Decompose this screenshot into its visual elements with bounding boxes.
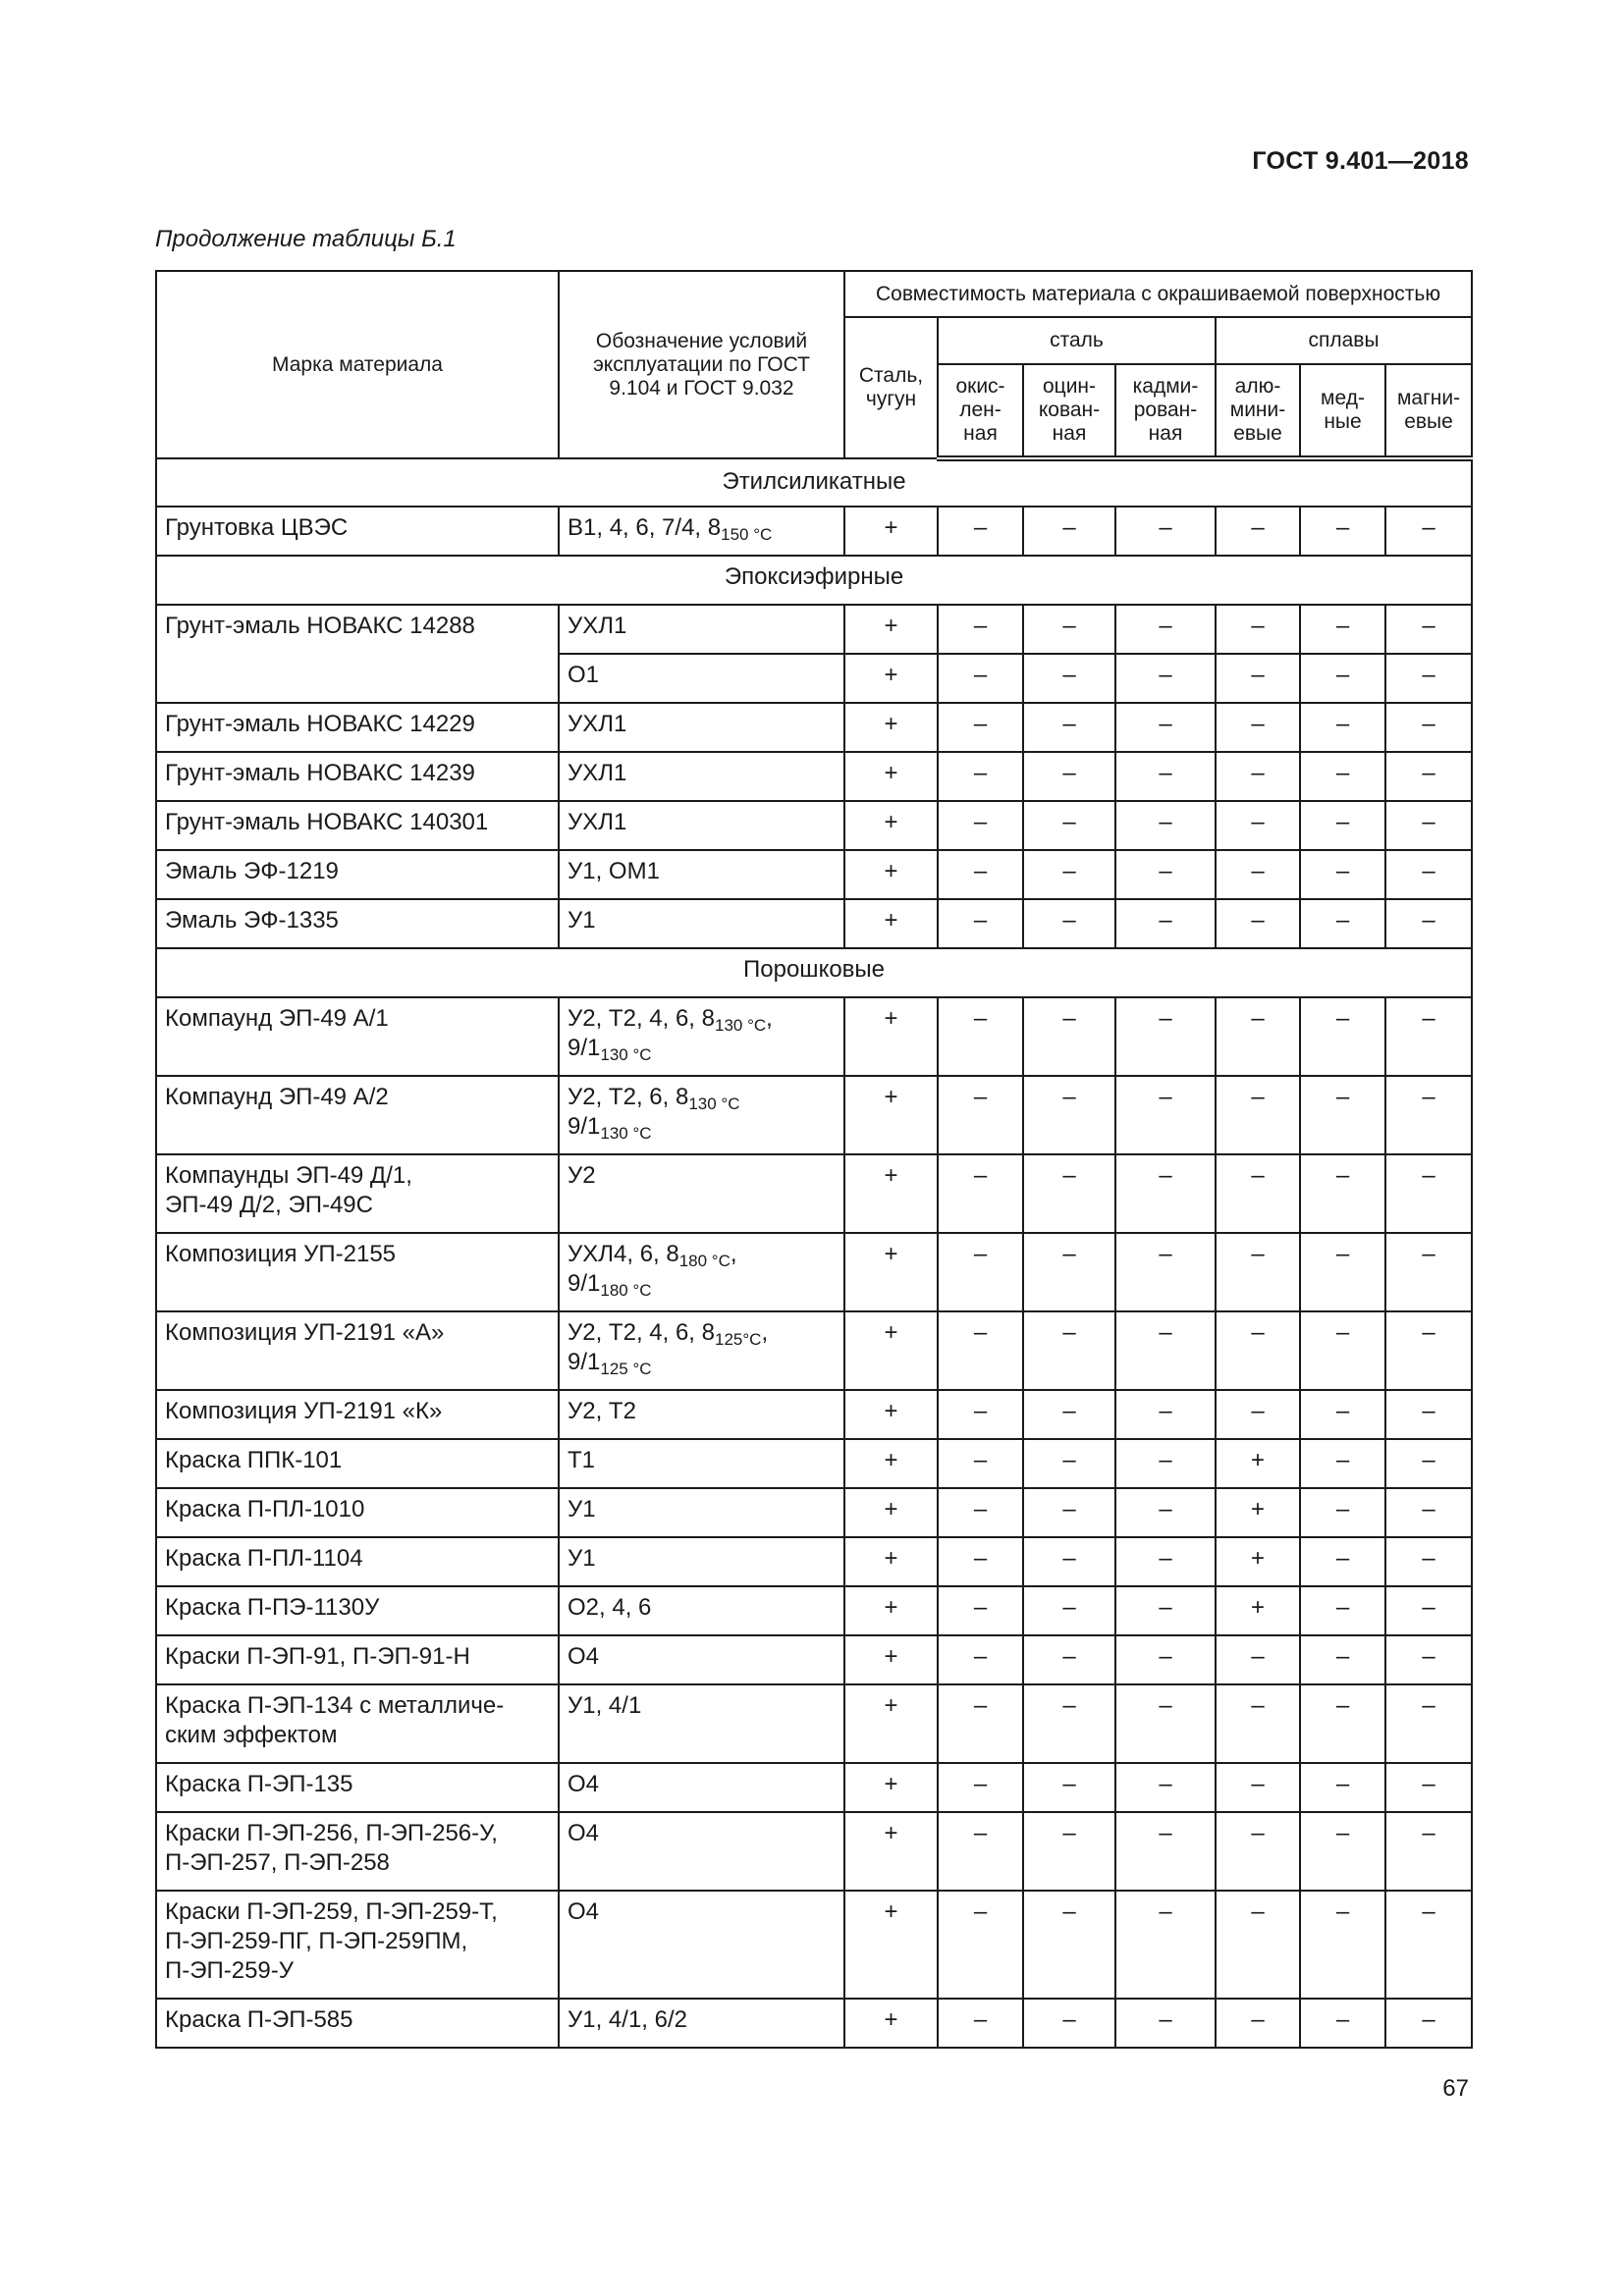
mark-cell: – — [938, 605, 1023, 654]
mark-cell: – — [938, 752, 1023, 801]
mark-cell: – — [1023, 1891, 1115, 1999]
header-cadmium: кадми-рован-ная — [1115, 364, 1216, 458]
mark-cell: – — [1300, 1076, 1385, 1154]
mark-cell: – — [1300, 997, 1385, 1076]
mark-cell: – — [938, 1390, 1023, 1439]
mark-cell: + — [844, 1439, 938, 1488]
mark-cell: – — [1385, 899, 1472, 948]
mark-cell: – — [1115, 507, 1216, 556]
mark-cell: – — [938, 507, 1023, 556]
mark-cell: – — [1300, 1635, 1385, 1684]
mark-cell: – — [1385, 997, 1472, 1076]
mark-cell: – — [1115, 1390, 1216, 1439]
header-alloys: сплавы — [1216, 317, 1472, 364]
conditions-cell: О1 — [559, 654, 844, 703]
mark-cell: – — [1385, 1684, 1472, 1763]
material-name: Краски П-ЭП-256, П-ЭП-256-У, П-ЭП-257, П-ЭП-258 — [156, 1812, 559, 1891]
mark-cell: – — [1115, 899, 1216, 948]
section-row — [156, 556, 1472, 605]
mark-cell: – — [1216, 1684, 1300, 1763]
header-conditions: Обозначение условий эксплуатации по ГОСТ 9.104 и ГОСТ 9.032 — [559, 271, 844, 458]
mark-cell: – — [1115, 752, 1216, 801]
mark-cell: + — [844, 1233, 938, 1311]
mark-cell: – — [1385, 1311, 1472, 1390]
material-name: Эмаль ЭФ-1335 — [156, 899, 559, 948]
mark-cell: – — [1115, 1488, 1216, 1537]
header-oxidized: окис-лен-ная — [938, 364, 1023, 458]
mark-cell: – — [1115, 1999, 1216, 2048]
conditions-cell: О4 — [559, 1635, 844, 1684]
material-name: Краски П-ЭП-259, П-ЭП-259-Т, П-ЭП-259-ПГ, П-ЭП-259ПМ, П-ЭП-259-У — [156, 1891, 559, 1999]
table-row — [156, 850, 1472, 899]
material-name: Краска П-ПЛ-1010 — [156, 1488, 559, 1537]
material-name: Краска ППК-101 — [156, 1439, 559, 1488]
table-row — [156, 1439, 1472, 1488]
conditions-cell: У1, 4/1 — [559, 1684, 844, 1763]
mark-cell: – — [1385, 1439, 1472, 1488]
mark-cell: + — [844, 1390, 938, 1439]
mark-cell: – — [938, 997, 1023, 1076]
mark-cell: – — [938, 703, 1023, 752]
mark-cell: + — [844, 703, 938, 752]
mark-cell: – — [1115, 1684, 1216, 1763]
conditions-cell: УХЛ4, 6, $8_{180 ^\circ С}$, $9/1_{180 ^\circ С}$ — [559, 1233, 844, 1311]
mark-cell: – — [1023, 1233, 1115, 1311]
mark-cell: – — [1023, 1763, 1115, 1812]
mark-cell: – — [1115, 1311, 1216, 1390]
mark-cell: – — [1216, 703, 1300, 752]
header-compatibility: Совместимость материала с окрашиваемой поверхностью — [844, 271, 1472, 317]
mark-cell: – — [1023, 1439, 1115, 1488]
mark-cell: – — [938, 654, 1023, 703]
table-row — [156, 1488, 1472, 1537]
mark-cell: + — [844, 1684, 938, 1763]
mark-cell: – — [1023, 850, 1115, 899]
table-caption: Продолжение таблицы Б.1 — [155, 226, 457, 252]
conditions-cell: У1 — [559, 1488, 844, 1537]
header-aluminum: алю-мини-евые — [1216, 364, 1300, 458]
mark-cell: – — [1216, 1154, 1300, 1233]
mark-cell: – — [1115, 1439, 1216, 1488]
mark-cell: – — [938, 1488, 1023, 1537]
material-name: Композиция УП-2155 — [156, 1233, 559, 1311]
mark-cell: – — [938, 1233, 1023, 1311]
mark-cell: + — [844, 1154, 938, 1233]
conditions-cell: УХЛ1 — [559, 801, 844, 850]
mark-cell: + — [844, 1635, 938, 1684]
mark-cell: – — [1385, 1763, 1472, 1812]
table-row — [156, 1635, 1472, 1684]
mark-cell: + — [844, 1537, 938, 1586]
mark-cell: – — [1385, 1154, 1472, 1233]
mark-cell: – — [1300, 1390, 1385, 1439]
mark-cell: – — [1300, 1684, 1385, 1763]
mark-cell: – — [1023, 997, 1115, 1076]
mark-cell: – — [1385, 1999, 1472, 2048]
mark-cell: – — [1023, 507, 1115, 556]
conditions-cell: У2, Т2, 4, 6, $8_{130 ^\circ С}$, $9/1_{130 ^\circ С}$ — [559, 997, 844, 1076]
material-name: Краска П-ЭП-585 — [156, 1999, 559, 2048]
conditions-cell: О4 — [559, 1891, 844, 1999]
mark-cell: – — [938, 1891, 1023, 1999]
table-row — [156, 801, 1472, 850]
mark-cell: – — [1300, 605, 1385, 654]
material-name: Краска П-ПЭ-1130У — [156, 1586, 559, 1635]
conditions-cell: УХЛ1 — [559, 752, 844, 801]
mark-cell: – — [1216, 801, 1300, 850]
header-galvanized: оцин-кован-ная — [1023, 364, 1115, 458]
table-row — [156, 703, 1472, 752]
material-name: Грунт-эмаль НОВАКС 14288 — [156, 605, 559, 703]
mark-cell: – — [1300, 1812, 1385, 1891]
mark-cell: + — [844, 850, 938, 899]
material-name: Грунт-эмаль НОВАКС 140301 — [156, 801, 559, 850]
header-steel-iron: Сталь, чугун — [844, 317, 938, 458]
mark-cell: – — [1385, 507, 1472, 556]
compatibility-table — [155, 270, 1473, 2049]
conditions-cell: У1, 4/1, 6/2 — [559, 1999, 844, 2048]
mark-cell: – — [1115, 1763, 1216, 1812]
mark-cell: – — [938, 1684, 1023, 1763]
mark-cell: – — [1300, 1586, 1385, 1635]
mark-cell: – — [1300, 703, 1385, 752]
mark-cell: – — [1300, 654, 1385, 703]
table-row — [156, 1812, 1472, 1891]
header-steel: сталь — [938, 317, 1216, 364]
table-row — [156, 507, 1472, 556]
mark-cell: – — [1023, 899, 1115, 948]
material-name: Грунт-эмаль НОВАКС 14229 — [156, 703, 559, 752]
section-title: Этилсиликатные — [156, 458, 1472, 507]
mark-cell: – — [1300, 507, 1385, 556]
mark-cell: – — [1385, 850, 1472, 899]
mark-cell: + — [844, 1311, 938, 1390]
mark-cell: – — [938, 1586, 1023, 1635]
mark-cell: + — [844, 605, 938, 654]
mark-cell: – — [1385, 1076, 1472, 1154]
mark-cell: – — [938, 1311, 1023, 1390]
mark-cell: + — [844, 1586, 938, 1635]
material-name: Компаунды ЭП-49 Д/1, ЭП-49 Д/2, ЭП-49С — [156, 1154, 559, 1233]
mark-cell: – — [938, 801, 1023, 850]
mark-cell: – — [1385, 1586, 1472, 1635]
mark-cell: – — [1023, 1076, 1115, 1154]
mark-cell: – — [1385, 1635, 1472, 1684]
conditions-cell: О4 — [559, 1812, 844, 1891]
mark-cell: – — [1023, 1537, 1115, 1586]
header-copper: мед-ные — [1300, 364, 1385, 458]
mark-cell: – — [1300, 1488, 1385, 1537]
table-row — [156, 997, 1472, 1076]
mark-cell: – — [1300, 801, 1385, 850]
mark-cell: – — [1385, 752, 1472, 801]
mark-cell: – — [1385, 1891, 1472, 1999]
mark-cell: – — [1023, 1586, 1115, 1635]
mark-cell: – — [938, 1439, 1023, 1488]
material-name: Грунтовка ЦВЭС — [156, 507, 559, 556]
mark-cell: + — [1216, 1439, 1300, 1488]
mark-cell: + — [1216, 1586, 1300, 1635]
mark-cell: – — [1300, 850, 1385, 899]
mark-cell: – — [1216, 654, 1300, 703]
mark-cell: – — [1023, 1684, 1115, 1763]
material-name: Краска П-ПЛ-1104 — [156, 1537, 559, 1586]
mark-cell: + — [844, 801, 938, 850]
mark-cell: – — [1115, 801, 1216, 850]
mark-cell: + — [844, 997, 938, 1076]
mark-cell: – — [1115, 1076, 1216, 1154]
material-name: Краска П-ЭП-135 — [156, 1763, 559, 1812]
mark-cell: – — [1115, 1635, 1216, 1684]
table-row — [156, 1586, 1472, 1635]
mark-cell: – — [1216, 899, 1300, 948]
mark-cell: – — [1115, 1233, 1216, 1311]
material-name: Композиция УП-2191 «А» — [156, 1311, 559, 1390]
mark-cell: – — [1023, 1154, 1115, 1233]
conditions-cell: О4 — [559, 1763, 844, 1812]
header-magnesium: магни-евые — [1385, 364, 1472, 458]
material-name: Краска П-ЭП-134 с металличе- ским эффектом — [156, 1684, 559, 1763]
mark-cell: – — [1216, 1635, 1300, 1684]
mark-cell: – — [1115, 1586, 1216, 1635]
table-row — [156, 752, 1472, 801]
mark-cell: – — [1216, 605, 1300, 654]
page-number: 67 — [1442, 2075, 1469, 2102]
mark-cell: + — [844, 899, 938, 948]
conditions-cell: О2, 4, 6 — [559, 1586, 844, 1635]
table-row — [156, 605, 1472, 654]
section-title: Порошковые — [156, 948, 1472, 997]
mark-cell: – — [1300, 1999, 1385, 2048]
conditions-cell: У2, Т2 — [559, 1390, 844, 1439]
table-row — [156, 899, 1472, 948]
table-row — [156, 1390, 1472, 1439]
mark-cell: – — [1216, 1999, 1300, 2048]
mark-cell: + — [844, 1488, 938, 1537]
mark-cell: + — [1216, 1537, 1300, 1586]
mark-cell: – — [1115, 850, 1216, 899]
material-name: Композиция УП-2191 «К» — [156, 1390, 559, 1439]
mark-cell: – — [1300, 1537, 1385, 1586]
section-row — [156, 948, 1472, 997]
table-row — [156, 1076, 1472, 1154]
mark-cell: – — [1023, 1999, 1115, 2048]
table-row — [156, 1891, 1472, 1999]
conditions-cell: УХЛ1 — [559, 703, 844, 752]
mark-cell: – — [1115, 654, 1216, 703]
mark-cell: – — [1216, 850, 1300, 899]
mark-cell: – — [1385, 1812, 1472, 1891]
mark-cell: – — [1385, 1390, 1472, 1439]
mark-cell: – — [1300, 899, 1385, 948]
material-name: Краски П-ЭП-91, П-ЭП-91-Н — [156, 1635, 559, 1684]
mark-cell: – — [1216, 752, 1300, 801]
mark-cell: – — [1216, 1891, 1300, 1999]
mark-cell: – — [1300, 1311, 1385, 1390]
mark-cell: – — [1023, 1488, 1115, 1537]
mark-cell: – — [1115, 605, 1216, 654]
table-row — [156, 1684, 1472, 1763]
conditions-cell: У1 — [559, 899, 844, 948]
mark-cell: – — [1023, 1311, 1115, 1390]
mark-cell: – — [938, 1154, 1023, 1233]
mark-cell: – — [1216, 1763, 1300, 1812]
mark-cell: – — [1023, 703, 1115, 752]
mark-cell: – — [1115, 1891, 1216, 1999]
mark-cell: – — [1385, 1488, 1472, 1537]
table-row — [156, 1537, 1472, 1586]
mark-cell: + — [844, 654, 938, 703]
mark-cell: – — [938, 1812, 1023, 1891]
mark-cell: – — [938, 1537, 1023, 1586]
mark-cell: – — [938, 1635, 1023, 1684]
mark-cell: + — [844, 1076, 938, 1154]
mark-cell: – — [1216, 1076, 1300, 1154]
mark-cell: – — [1216, 1812, 1300, 1891]
mark-cell: – — [938, 1763, 1023, 1812]
conditions-cell: УХЛ1 — [559, 605, 844, 654]
material-name: Компаунд ЭП-49 А/2 — [156, 1076, 559, 1154]
mark-cell: – — [1023, 1812, 1115, 1891]
mark-cell: – — [1300, 1233, 1385, 1311]
mark-cell: – — [1300, 1154, 1385, 1233]
mark-cell: + — [844, 1999, 938, 2048]
mark-cell: + — [844, 507, 938, 556]
section-title: Эпоксиэфирные — [156, 556, 1472, 605]
mark-cell: – — [938, 1076, 1023, 1154]
mark-cell: – — [1216, 1233, 1300, 1311]
mark-cell: – — [1300, 1763, 1385, 1812]
table-row — [156, 1233, 1472, 1311]
mark-cell: – — [1115, 1812, 1216, 1891]
mark-cell: – — [1385, 703, 1472, 752]
conditions-cell: В1, 4, 6, 7/4, $8_{150 ^\circ С}$ — [559, 507, 844, 556]
material-name: Эмаль ЭФ-1219 — [156, 850, 559, 899]
mark-cell: – — [1023, 752, 1115, 801]
mark-cell: – — [1023, 1635, 1115, 1684]
mark-cell: – — [1300, 1439, 1385, 1488]
mark-cell: – — [1216, 997, 1300, 1076]
material-name: Грунт-эмаль НОВАКС 14239 — [156, 752, 559, 801]
mark-cell: + — [844, 1812, 938, 1891]
mark-cell: – — [1023, 1390, 1115, 1439]
mark-cell: – — [1216, 1390, 1300, 1439]
mark-cell: – — [1385, 1233, 1472, 1311]
mark-cell: – — [1216, 507, 1300, 556]
table-body — [156, 458, 1472, 2048]
table-row — [156, 1763, 1472, 1812]
material-name: Компаунд ЭП-49 А/1 — [156, 997, 559, 1076]
mark-cell: – — [938, 1999, 1023, 2048]
conditions-cell: Т1 — [559, 1439, 844, 1488]
table-row — [156, 1154, 1472, 1233]
mark-cell: + — [844, 1891, 938, 1999]
mark-cell: + — [844, 752, 938, 801]
mark-cell: – — [1115, 1154, 1216, 1233]
mark-cell: + — [844, 1763, 938, 1812]
mark-cell: – — [938, 899, 1023, 948]
mark-cell: – — [1385, 605, 1472, 654]
mark-cell: – — [1115, 997, 1216, 1076]
mark-cell: – — [1385, 801, 1472, 850]
header-material: Марка материала — [156, 271, 559, 458]
table-row — [156, 1311, 1472, 1390]
conditions-cell: У1, ОМ1 — [559, 850, 844, 899]
mark-cell: – — [1385, 654, 1472, 703]
mark-cell: – — [1023, 605, 1115, 654]
table-header — [156, 271, 1472, 458]
conditions-cell: У2, Т2, 4, 6, $8_{125^\circ С}$, $9/1_{125 ^\circ С}$ — [559, 1311, 844, 1390]
document-code: ГОСТ 9.401—2018 — [1252, 147, 1469, 175]
mark-cell: – — [1115, 1537, 1216, 1586]
mark-cell: – — [1023, 801, 1115, 850]
mark-cell: – — [938, 850, 1023, 899]
mark-cell: – — [1300, 752, 1385, 801]
mark-cell: – — [1300, 1891, 1385, 1999]
section-row — [156, 458, 1472, 507]
mark-cell: – — [1115, 703, 1216, 752]
conditions-cell: У2 — [559, 1154, 844, 1233]
table-row — [156, 1999, 1472, 2048]
mark-cell: – — [1385, 1537, 1472, 1586]
mark-cell: – — [1023, 654, 1115, 703]
mark-cell: + — [1216, 1488, 1300, 1537]
conditions-cell: У2, Т2, 6, $8_{130 ^\circ С}$ $9/1_{130 ^\circ С}$ — [559, 1076, 844, 1154]
conditions-cell: У1 — [559, 1537, 844, 1586]
mark-cell: – — [1216, 1311, 1300, 1390]
